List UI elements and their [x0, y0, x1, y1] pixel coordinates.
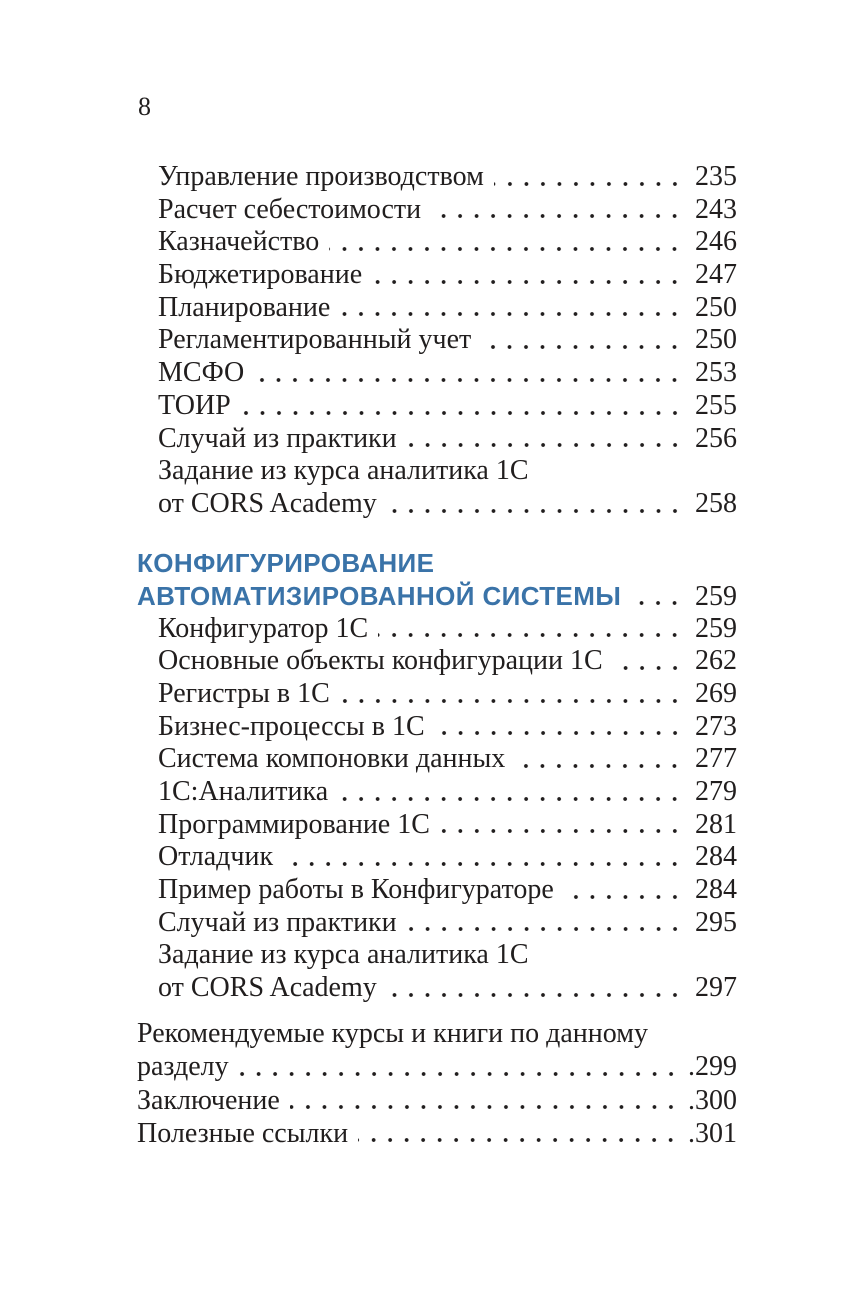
toc-entry-page: 262	[695, 645, 737, 677]
toc-entry	[137, 1017, 737, 1050]
toc-entry-title: Расчет себестоимости	[158, 193, 422, 225]
page-number-folio: 8	[138, 92, 151, 121]
toc-entry-title: Заключение	[137, 1084, 280, 1116]
dot-leader	[329, 226, 687, 259]
toc-entry	[137, 776, 737, 809]
toc-entry-page: 281	[695, 808, 737, 840]
dot-leader	[481, 324, 687, 357]
dot-leader	[358, 1117, 683, 1150]
toc-entry	[137, 1117, 737, 1150]
toc-entry-title: от CORS Academy	[158, 972, 377, 1004]
toc-entry	[137, 1084, 737, 1117]
toc-entry	[137, 423, 737, 456]
dot-leader	[378, 613, 687, 646]
toc-entry-title: Регламентированный учет	[158, 324, 472, 356]
dot-leader	[387, 972, 687, 1005]
toc-entry-page: 250	[695, 291, 737, 323]
toc-entry-page: 295	[695, 906, 737, 938]
toc-entry-page: 279	[695, 776, 737, 807]
toc-entry-title: Конфигуратор 1С	[158, 612, 369, 644]
dot-leader	[387, 488, 687, 521]
toc-entry	[137, 972, 737, 1005]
dot-leader	[515, 743, 687, 776]
toc-entry	[137, 645, 737, 678]
dot-leader	[254, 357, 687, 390]
toc-tail-list	[137, 1017, 737, 1151]
toc-entry-title: Казначейство	[158, 226, 320, 258]
dot-leader	[564, 874, 687, 907]
toc-entry	[137, 613, 737, 646]
toc-entry-title: Случай из практики	[158, 906, 397, 938]
dot-leader	[290, 1084, 683, 1117]
section-heading-line2: АВТОМАТИЗИРОВАННОЙ СИСТЕМЫ	[137, 580, 622, 611]
toc-entry-page: 269	[695, 677, 737, 709]
toc-entry-title: Задание из курса аналитика 1С	[158, 939, 529, 971]
toc-entry-page: 256	[695, 422, 737, 454]
dot-leader	[338, 776, 687, 809]
table-of-contents	[137, 161, 737, 1150]
toc-entry-title: Рекомендуемые курсы и книги по данному	[137, 1017, 648, 1049]
toc-entry	[137, 357, 737, 390]
toc-section-list	[137, 613, 737, 1005]
toc-entry	[137, 455, 737, 488]
dot-leader	[440, 809, 687, 842]
toc-entry-title: Планирование	[158, 291, 331, 323]
toc-entry	[137, 711, 737, 744]
dot-leader	[283, 841, 687, 874]
toc-entry	[137, 292, 737, 325]
toc-entry	[137, 809, 737, 842]
dot-leader	[407, 907, 687, 940]
toc-entry-title: разделу	[137, 1051, 229, 1083]
dot-leader	[241, 390, 687, 423]
toc-entry	[137, 939, 737, 972]
toc-entry	[137, 678, 737, 711]
toc-entry-page: .300	[688, 1084, 737, 1116]
dot-leader	[435, 711, 687, 744]
dot-leader	[494, 161, 687, 194]
toc-entry-title: от CORS Academy	[158, 487, 377, 519]
toc-entry	[137, 907, 737, 940]
toc-entry	[137, 161, 737, 194]
toc-entry-page: 273	[695, 710, 737, 742]
toc-top-list	[137, 161, 737, 521]
toc-entry	[137, 743, 737, 776]
toc-entry-title: Бюджетирование	[158, 259, 363, 291]
toc-entry-title: 1С:Аналитика	[158, 776, 329, 807]
toc-entry-title: Программирование 1С	[158, 808, 430, 840]
toc-entry-title: Основные объекты конфигурации 1С	[158, 645, 603, 677]
toc-entry-page: .301	[688, 1117, 737, 1149]
toc-entry-page: 235	[695, 161, 737, 192]
toc-entry-page: 259	[695, 612, 737, 644]
toc-entry-page: 255	[695, 389, 737, 421]
dot-leader	[431, 194, 687, 227]
dot-leader	[340, 292, 687, 325]
toc-entry	[137, 488, 737, 521]
toc-entry-page: 253	[695, 357, 737, 389]
dot-leader	[613, 645, 687, 678]
toc-entry-title: Полезные ссылки	[137, 1117, 349, 1149]
toc-entry-title: ТОИР	[158, 389, 231, 421]
toc-entry-page: 246	[695, 226, 737, 258]
dot-leader	[407, 423, 687, 456]
toc-entry	[137, 390, 737, 423]
toc-entry-title: Задание из курса аналитика 1С	[158, 455, 529, 487]
toc-entry-page: 247	[695, 259, 737, 291]
section-heading-page: 259	[695, 580, 737, 612]
toc-entry-title: Система компоновки данных	[158, 743, 506, 775]
toc-entry-title: Управление производством	[158, 161, 484, 192]
section-heading-line1: КОНФИГУРИРОВАНИЕ	[137, 547, 435, 578]
toc-entry-page: 258	[695, 487, 737, 519]
toc-entry	[137, 841, 737, 874]
toc-entry-page: 243	[695, 193, 737, 225]
toc-entry	[137, 226, 737, 259]
section-heading-line2-row	[137, 580, 737, 613]
toc-entry-title: МСФО	[158, 357, 245, 389]
dot-leader	[372, 259, 687, 292]
toc-entry-title: Отладчик	[158, 841, 274, 873]
toc-entry-title: Пример работы в Конфигураторе	[158, 874, 554, 906]
toc-entry-title: Регистры в 1С	[158, 677, 330, 709]
toc-entry	[137, 194, 737, 227]
toc-entry-page: 297	[695, 972, 737, 1004]
toc-entry-title: Случай из практики	[158, 422, 397, 454]
dot-leader	[239, 1050, 683, 1083]
toc-entry-title: Бизнес-процессы в 1С	[158, 710, 425, 742]
toc-entry	[137, 324, 737, 357]
dot-leader	[631, 580, 687, 613]
toc-entry-page: 250	[695, 324, 737, 356]
toc-entry	[137, 1050, 737, 1083]
toc-entry-page: .299	[688, 1051, 737, 1083]
toc-entry	[137, 259, 737, 292]
dot-leader	[340, 678, 687, 711]
toc-entry-page: 284	[695, 841, 737, 873]
toc-entry-page: 277	[695, 743, 737, 775]
toc-entry-page: 284	[695, 874, 737, 906]
toc-entry	[137, 874, 737, 907]
